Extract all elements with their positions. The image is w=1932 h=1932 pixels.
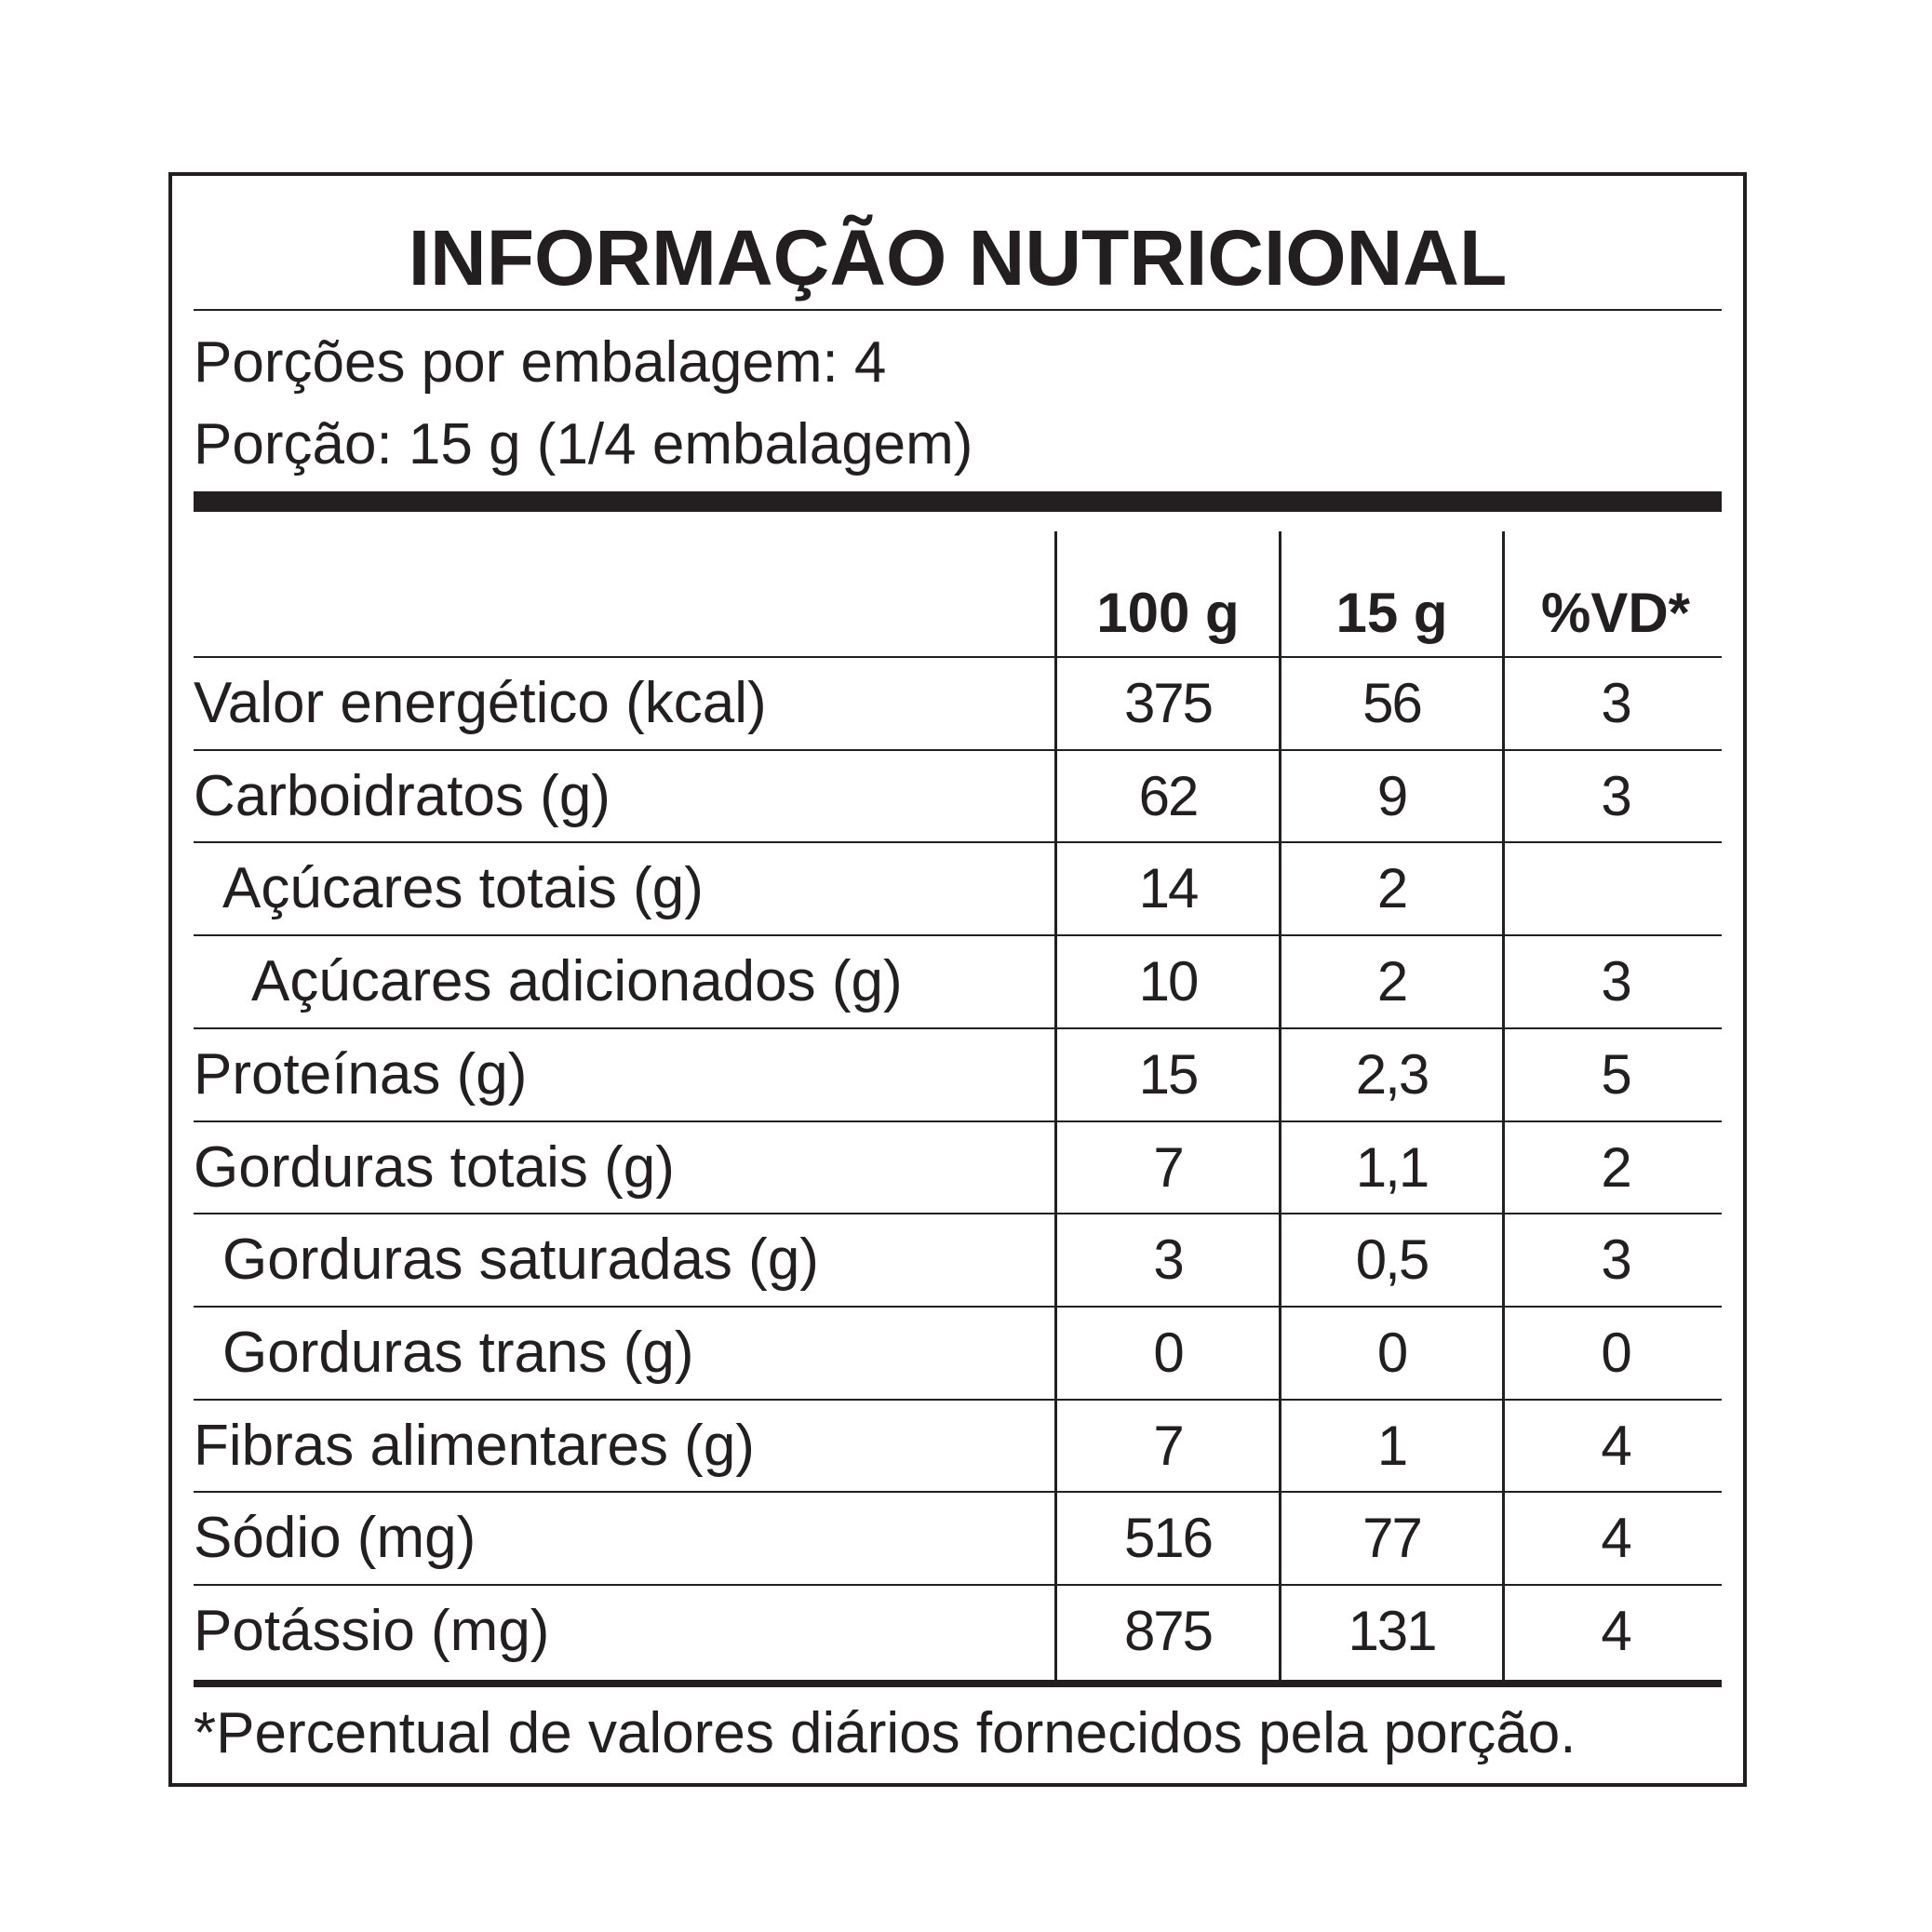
value-per-100g: 14 xyxy=(1138,857,1198,919)
value-daily-percent: 4 xyxy=(1601,1600,1630,1662)
title-divider xyxy=(194,309,1722,311)
value-per-serving: 77 xyxy=(1362,1507,1421,1569)
bottom-divider xyxy=(194,1680,1722,1687)
nutrition-facts-panel xyxy=(168,172,1747,1787)
nutrient-label: Açúcares totais (g) xyxy=(222,856,704,920)
value-per-100g: 516 xyxy=(1123,1507,1213,1569)
value-per-100g: 3 xyxy=(1153,1228,1183,1291)
value-daily-percent: 3 xyxy=(1601,950,1630,1013)
nutrition-facts-inner xyxy=(194,176,1722,1783)
value-daily-percent: 4 xyxy=(1601,1507,1630,1569)
nutrient-label: Fibras alimentares (g) xyxy=(194,1414,755,1478)
value-per-100g: 0 xyxy=(1153,1322,1183,1384)
nutrient-label: Gorduras trans (g) xyxy=(222,1321,694,1385)
value-per-serving: 2,3 xyxy=(1355,1043,1429,1106)
table-row xyxy=(194,934,1722,1026)
thick-divider xyxy=(194,491,1722,512)
column-header-per-serving: 15 g xyxy=(1335,582,1448,644)
value-per-100g: 7 xyxy=(1153,1136,1183,1199)
value-per-serving: 0 xyxy=(1376,1322,1407,1384)
nutrient-label: Proteínas (g) xyxy=(194,1042,528,1107)
table-row xyxy=(194,841,1722,933)
nutrient-label: Potássio (mg) xyxy=(194,1599,550,1663)
value-per-100g: 15 xyxy=(1138,1043,1198,1106)
table-row xyxy=(194,1584,1722,1676)
value-per-100g: 7 xyxy=(1153,1415,1183,1477)
value-per-serving: 1,1 xyxy=(1355,1136,1429,1199)
table-row xyxy=(194,656,1722,748)
column-header-daily-value: %VD* xyxy=(1540,582,1691,644)
footnote: *Percentual de valores diários fornecidos pela porção. xyxy=(194,1701,1576,1765)
value-per-100g: 875 xyxy=(1123,1600,1213,1662)
value-per-serving: 56 xyxy=(1362,672,1421,734)
value-per-serving: 2 xyxy=(1376,950,1407,1013)
nutrient-label: Açúcares adicionados (g) xyxy=(251,949,903,1013)
value-per-serving: 1 xyxy=(1376,1415,1407,1477)
column-header-per-100g: 100 g xyxy=(1096,582,1240,644)
value-daily-percent xyxy=(1505,843,1726,933)
value-per-serving: 131 xyxy=(1348,1600,1436,1662)
value-per-serving: 0,5 xyxy=(1355,1228,1429,1291)
value-daily-percent: 0 xyxy=(1601,1322,1630,1384)
value-per-100g: 62 xyxy=(1138,765,1198,827)
value-per-100g: 375 xyxy=(1123,672,1213,734)
nutrition-title: INFORMAÇÃO NUTRICIONAL xyxy=(408,214,1508,302)
table-row xyxy=(194,1491,1722,1583)
value-daily-percent: 5 xyxy=(1601,1043,1630,1106)
nutrient-label: Valor energético (kcal) xyxy=(194,671,767,735)
value-per-100g: 10 xyxy=(1138,950,1198,1013)
value-daily-percent: 3 xyxy=(1601,1228,1630,1291)
serving-size: Porção: 15 g (1/4 embalagem) xyxy=(194,412,973,476)
servings-per-package: Porções por embalagem: 4 xyxy=(194,330,887,395)
table-row xyxy=(194,1120,1722,1213)
table-row xyxy=(194,1213,1722,1305)
nutrient-label: Sódio (mg) xyxy=(194,1506,476,1570)
table-row xyxy=(194,749,1722,841)
table-row xyxy=(194,1027,1722,1120)
value-daily-percent: 2 xyxy=(1601,1136,1630,1199)
nutrient-label: Gorduras totais (g) xyxy=(194,1135,675,1200)
table-row xyxy=(194,1399,1722,1491)
value-per-serving: 9 xyxy=(1376,765,1407,827)
value-daily-percent: 3 xyxy=(1601,672,1630,734)
value-daily-percent: 4 xyxy=(1601,1415,1630,1477)
value-per-serving: 2 xyxy=(1376,857,1407,919)
value-daily-percent: 3 xyxy=(1601,765,1630,827)
nutrient-label: Gorduras saturadas (g) xyxy=(222,1228,819,1292)
table-row xyxy=(194,1306,1722,1398)
nutrient-label: Carboidratos (g) xyxy=(194,764,610,828)
